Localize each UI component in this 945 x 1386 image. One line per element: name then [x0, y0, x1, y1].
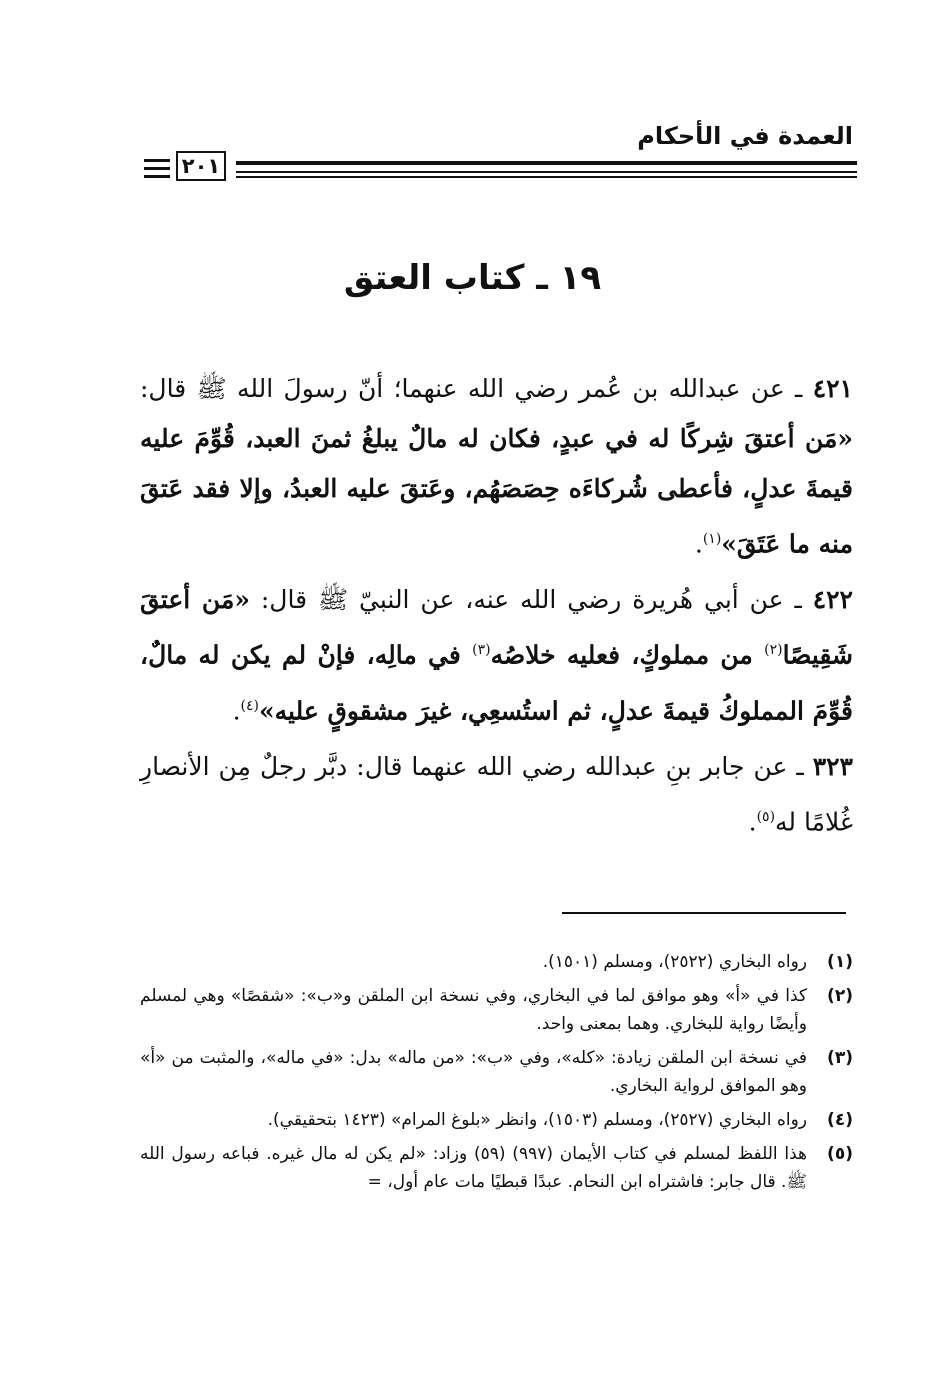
footnote-ref: (١): [702, 531, 722, 547]
hadith-end: .: [232, 695, 241, 725]
hadith-paragraph: [140, 575, 853, 736]
footnote-text: في نسخة ابن الملقن زيادة: «كله»، وفي «ب»: «من ماله» بدل: «في ماله»، والمثبت من «أ» وهو الموافق لرواية البخاري.: [140, 1048, 807, 1096]
hadith-quote: من مملوكٍ، فعليه خلاصُه: [490, 640, 765, 670]
footnote-ref: (٣): [472, 642, 491, 659]
header-rule-short: [144, 159, 170, 162]
footnote-number: (٢): [827, 986, 853, 1006]
footnote-number: (٤): [827, 1110, 853, 1130]
main-text: [140, 364, 853, 853]
footnote: [140, 948, 853, 976]
footnote-ref: (٢): [764, 642, 783, 659]
header-rule-short: [144, 167, 170, 170]
hadith-intro: ـ عن جابر بنِ عبدالله رضي الله عنهما قال: دبَّر رجلٌ مِن الأنصارِ غُلامًا له: [140, 751, 853, 837]
header-rule: [236, 161, 857, 165]
footnote-text: هذا اللفظ لمسلم في كتاب الأيمان (٩٩٧) (٥٩) وزاد: «لم يكن له مال غيره. فباعه رسول الله ﷺ. قال جابر: فاشتراه ابن النحام. عبدًا قبطيًا مات عام أول، =: [140, 1144, 807, 1192]
hadith-intro: ـ عن أبي هُريرة رضي الله عنه، عن النبيّ ﷺ قال:: [249, 585, 813, 615]
footnote: [140, 982, 853, 1038]
chapter-title: ١٩ ـ كتاب العتق: [343, 258, 602, 298]
footnote-number: (٣): [827, 1048, 853, 1068]
header-rule-short: [144, 175, 170, 178]
footnote-ref: (٥): [756, 808, 776, 825]
hadith-number: ٣٢٣: [812, 751, 853, 781]
footnote-separator: [562, 912, 846, 914]
hadith-paragraph: [140, 742, 853, 847]
header-rule: [236, 176, 857, 178]
hadith-quote: في مالِه، فإنْ لم يكن له مالٌ، قُوِّمَ المملوكُ قيمةَ عدلٍ، ثم استُسعِي، غيرَ مشقوقٍ عليه»: [140, 640, 853, 725]
footnote: [140, 1106, 853, 1134]
running-header-title: العمدة في الأحكام: [637, 122, 853, 150]
hadith-quote: «مَن أعتقَ شَقِيصًا: [140, 585, 853, 670]
footnotes: [140, 948, 853, 1202]
hadith-number: ٤٢٢: [812, 585, 853, 615]
hadith-end: .: [694, 529, 703, 559]
footnote-text: رواه البخاري (٢٥٢٢)، ومسلم (١٥٠١).: [542, 952, 807, 972]
hadith-intro: ـ عن عبدالله بن عُمر رضي الله عنهما؛ أنّ رسولَ الله ﷺ قال:: [140, 374, 813, 403]
hadith-number: ٤٢١: [812, 374, 853, 403]
footnote-number: (٥): [827, 1144, 853, 1164]
hadith-end: .: [748, 807, 757, 837]
page-number: ٢٠١: [176, 151, 226, 181]
footnote-number: (١): [827, 952, 853, 972]
footnote: [140, 1044, 853, 1100]
hadith-paragraph: [140, 364, 853, 569]
footnote-text: كذا في «أ» وهو موافق لما في البخاري، وفي نسخة ابن الملقن و«ب»: «شقصًا» وهي لمسلم وأيضًا رواية للبخاري. وهما بمعنى واحد.: [140, 986, 807, 1034]
hadith-quote: «مَن أعتقَ شِركًا له في عبدٍ، فكان له مالٌ يبلغُ ثمنَ العبد، قُوِّمَ عليه قيمةَ عدلٍ، فأعطى شُركاءَه حِصَصَهُم، وعَتقَ عليه العبدُ، وإلا فقد عَتقَ منه ما عَتَقَ»: [140, 424, 853, 559]
footnote-ref: (٤): [240, 697, 259, 714]
header-rule: [236, 171, 857, 173]
footnote: [140, 1140, 853, 1196]
footnote-text: رواه البخاري (٢٥٢٧)، ومسلم (١٥٠٣)، وانظر «بلوغ المرام» (١٤٢٣ بتحقيقي).: [267, 1110, 807, 1130]
